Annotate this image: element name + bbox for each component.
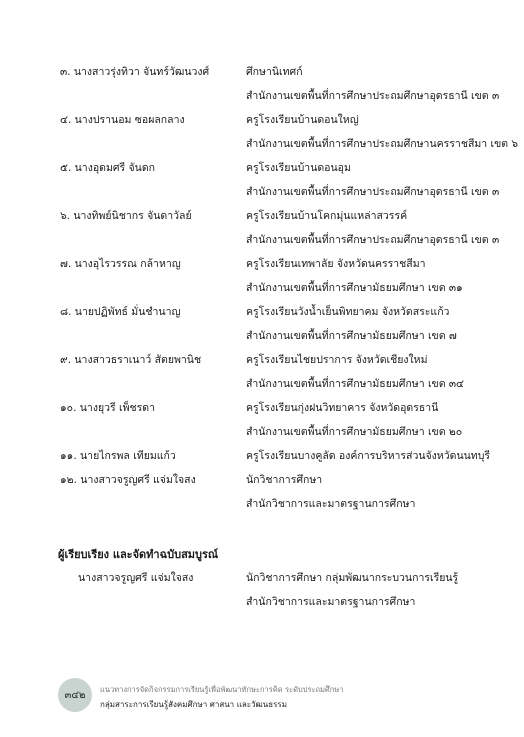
- member-role: ครูโรงเรียนบ้านดอนอุม: [246, 162, 351, 174]
- member-role: ครูโรงเรียนกุ่งฝนวิทยาคาร จังหวัดอุดรธานี: [246, 402, 439, 414]
- member-role: สำนักงานเขตพื้นที่การศึกษามัธยมศึกษา เขต ๓๔: [246, 378, 465, 390]
- member-name: ๘. นายปฏิพัทธ์ มั่นชำนาญ: [60, 306, 181, 318]
- footer-book-title: แนวทางการจัดกิจกรรมการเรียนรู้เพื่อพัฒนาทักษะการคิด ระดับประถมศึกษา: [100, 685, 344, 694]
- member-role: สำนักวิชาการและมาตรฐานการศึกษา: [246, 498, 416, 510]
- member-role: สำนักงานเขตพื้นที่การศึกษามัธยมศึกษา เขต ๗: [246, 330, 457, 342]
- member-name: ๑๑. นายไกรพล เทียมแก้ว: [60, 450, 176, 462]
- member-role: ครูโรงเรียนเทพาลัย จังหวัดนครราชสีมา: [246, 258, 426, 270]
- member-name: ๗. นางอุไรวรรณ กล้าหาญ: [60, 258, 181, 270]
- member-role: ครูโรงเรียนบางคูลัด องค์การบริหารส่วนจังหวัดนนทบุรี: [246, 450, 491, 462]
- editor-role: นักวิชาการศึกษา กลุ่มพัฒนากระบวนการเรียนรู้: [246, 572, 459, 584]
- footer-subject-group: กลุ่มสาระการเรียนรู้สังคมศึกษา ศาสนา และวัฒนธรรม: [100, 700, 287, 709]
- editor-name: นางสาวจรูญศรี แจ่มใจสง: [78, 572, 194, 584]
- member-role: สำนักงานเขตพื้นที่การศึกษาประถมศึกษานครราชสีมา เขต ๖: [246, 138, 519, 150]
- member-name: ๔. นางปรานอม ซอผลกลาง: [60, 114, 185, 126]
- member-role: สำนักงานเขตพื้นที่การศึกษาประถมศึกษาอุดรธานี เขต ๓: [246, 234, 500, 246]
- page-number-badge: [58, 678, 92, 712]
- member-name: ๕. นางอุดมศรี จันดก: [60, 162, 156, 174]
- member-name: ๑๒. นางสาวจรูญศรี แจ่มใจสง: [60, 474, 196, 486]
- editor-role: สำนักวิชาการและมาตรฐานการศึกษา: [246, 596, 416, 608]
- member-role: ครูโรงเรียนบ้านดอนใหญ่: [246, 114, 359, 126]
- editor-heading: ผู้เรียบเรียง และจัดทำฉบับสมบูรณ์: [58, 548, 219, 561]
- member-role: ครูโรงเรียนบ้านโคกมุ่นแหล่าสวรรค์: [246, 210, 408, 222]
- member-role: ศึกษานิเทศก์: [246, 66, 303, 78]
- member-role: สำนักงานเขตพื้นที่การศึกษามัธยมศึกษา เขต ๓๑: [246, 282, 463, 294]
- member-role: สำนักงานเขตพื้นที่การศึกษามัธยมศึกษา เขต ๒๐: [246, 426, 463, 438]
- member-role: ครูโรงเรียนไชยปราการ จังหวัดเชียงใหม่: [246, 354, 428, 366]
- page-number: ๓๔๒: [64, 689, 86, 701]
- member-name: ๙. นางสาวธราเนาว์ สัตยพานิช: [60, 354, 202, 366]
- member-name: ๖. นางทิพย์นิชากร จันดาวัลย์: [60, 210, 192, 222]
- member-role: สำนักงานเขตพื้นที่การศึกษาประถมศึกษาอุดรธานี เขต ๓: [246, 90, 500, 102]
- member-name: ๑๐. นางยุวรี เพ็ชรดา: [60, 402, 155, 414]
- member-name: ๓. นางสาวรุ่งทิวา จันทร์วัฒนวงศ์: [60, 66, 210, 78]
- member-role: สำนักงานเขตพื้นที่การศึกษาประถมศึกษาอุดรธานี เขต ๓: [246, 186, 500, 198]
- member-role: นักวิชาการศึกษา: [246, 474, 323, 486]
- member-role: ครูโรงเรียนวังน้ำเย็นพิทยาคม จังหวัดสระแก้ว: [246, 306, 450, 318]
